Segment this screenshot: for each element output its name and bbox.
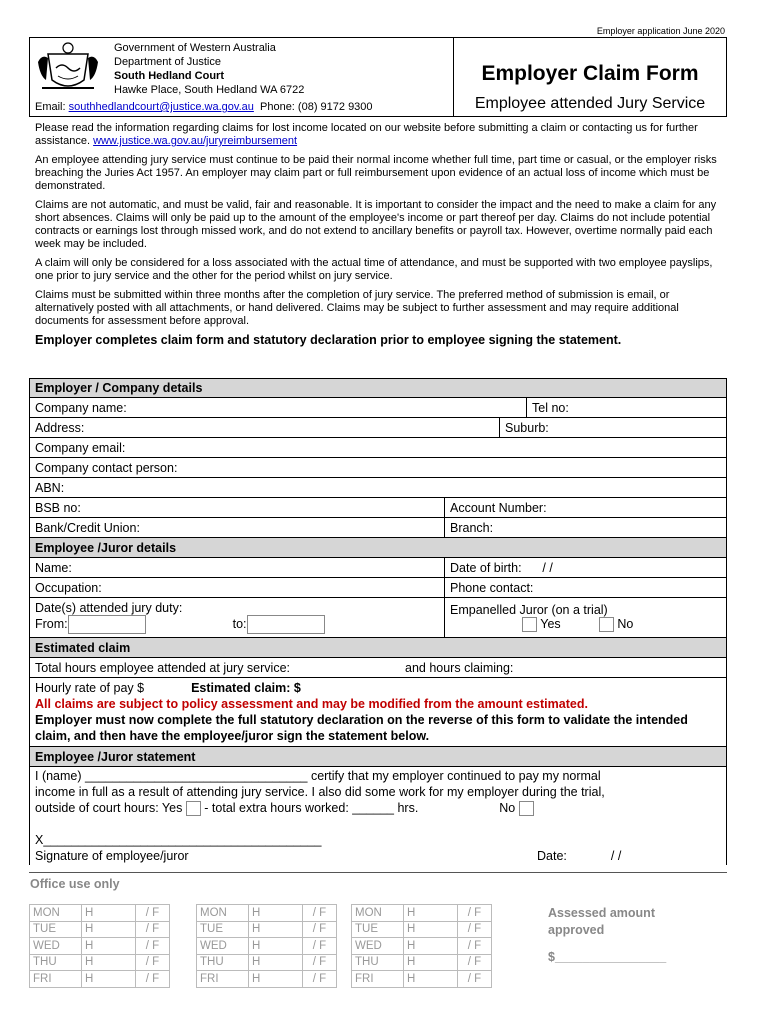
day-label: WED — [352, 938, 404, 955]
office-row — [30, 971, 170, 988]
org-address: Hawke Place, South Hedland WA 6722 — [114, 84, 305, 96]
row-contact-person — [30, 458, 726, 478]
signature-date-label: Date: — [537, 849, 567, 864]
extra-hours-field[interactable]: - total extra hours worked: ______ hrs. — [204, 801, 419, 815]
row-company-email — [30, 438, 726, 458]
full-cell[interactable]: / F — [136, 954, 170, 971]
intro-lead: Employer completes claim form and statutory declaration prior to employee signing the statement. — [35, 333, 622, 347]
header-right — [454, 38, 726, 116]
full-cell[interactable]: / F — [458, 921, 492, 938]
office-row — [30, 921, 170, 938]
section-estimate-title: Estimated claim — [35, 640, 131, 655]
day-label: MON — [352, 905, 404, 922]
reimbursement-link[interactable]: www.justice.wa.gov.au/juryreimbursement — [93, 135, 298, 147]
tel-field[interactable]: Tel no: — [526, 398, 726, 417]
row-total-hours — [30, 658, 726, 678]
full-cell[interactable]: / F — [303, 971, 337, 988]
full-cell[interactable]: / F — [136, 938, 170, 955]
row-address — [30, 418, 726, 438]
abn-field[interactable]: ABN: — [35, 480, 65, 495]
company-name-field[interactable]: Company name: — [35, 400, 127, 415]
empanelled-cell — [444, 598, 726, 637]
intro-p1-text: Please read the information regarding claims for lost income located on our website before submitting a claim or contacting us for further assistance. — [35, 122, 698, 147]
hours-cell[interactable]: H — [404, 971, 458, 988]
office-row — [197, 921, 337, 938]
hourly-rate-field[interactable]: Hourly rate of pay $ — [35, 681, 145, 695]
intro-paragraph-3: Claims are not automatic, and must be valid, fair and reasonable. It is important to consider the impact and the need to make a claim for any short absences. Claims will only be paid up to the amount of the employee's income or part thereof per day. Claims do not include potential contracts or earnings lost through missed work, and do not extend to ancillary benefits or payroll tax. However, overtime normally paid each week may be included. — [35, 199, 717, 250]
court-phone: Phone: (08) 9172 9300 — [260, 101, 373, 113]
full-cell[interactable]: / F — [136, 905, 170, 922]
day-label: TUE — [197, 921, 249, 938]
assessed-amount-label: Assessed amount approved — [548, 906, 655, 937]
account-number-field[interactable]: Account Number: — [444, 498, 726, 517]
hours-cell[interactable]: H — [82, 971, 136, 988]
signature-label: Signature of employee/juror — [35, 849, 189, 864]
occupation-field[interactable]: Occupation: — [35, 580, 102, 595]
email-label: Email: — [35, 101, 66, 113]
row-company-name — [30, 398, 726, 418]
day-label: THU — [352, 954, 404, 971]
office-row — [352, 921, 492, 938]
address-field[interactable]: Address: — [35, 420, 85, 435]
hours-cell[interactable]: H — [404, 905, 458, 922]
day-label: FRI — [352, 971, 404, 988]
hours-cell[interactable]: H — [249, 938, 303, 955]
phone-contact-field[interactable]: Phone contact: — [444, 578, 726, 597]
total-hours-field[interactable]: Total hours employee attended at jury service: — [35, 660, 290, 675]
wa-government-crest-icon — [34, 40, 102, 96]
form-header — [29, 37, 727, 117]
intro-paragraph-5: Claims must be submitted within three months after the completion of jury service. The preferred method of submission is email, or alternatively posted with all attachments, or hand delivered. Claims may be subject to further assessment and may require additional documents for assessment before approval. — [35, 289, 679, 327]
statement-line-3 — [35, 800, 721, 816]
full-cell[interactable]: / F — [458, 971, 492, 988]
declaration-instruction: Employer must now complete the full statutory declaration on the reverse of this form to validate the intended claim, and then have the employee/juror sign the statement below. — [35, 713, 688, 743]
office-row — [352, 938, 492, 955]
hours-cell[interactable]: H — [404, 954, 458, 971]
row-jury-dates — [30, 598, 726, 638]
hours-cell[interactable]: H — [82, 954, 136, 971]
hours-cell[interactable]: H — [249, 921, 303, 938]
day-label: TUE — [30, 921, 82, 938]
office-row — [197, 938, 337, 955]
day-label: FRI — [197, 971, 249, 988]
hours-cell[interactable]: H — [82, 905, 136, 922]
office-row — [352, 954, 492, 971]
section-statement-title: Employee /Juror statement — [35, 749, 196, 764]
dob-label: Date of birth: — [450, 560, 522, 575]
dob-separators: / / — [542, 560, 553, 575]
day-label: FRI — [30, 971, 82, 988]
section-statement — [30, 747, 726, 767]
intro-text — [35, 122, 725, 353]
day-label: TUE — [352, 921, 404, 938]
company-email-field[interactable]: Company email: — [35, 440, 126, 455]
header-left — [30, 38, 454, 116]
day-label: MON — [197, 905, 249, 922]
assessment-warning: All claims are subject to policy assessment and may be modified from the amount estimated. — [35, 697, 588, 711]
to-label: to: — [232, 616, 247, 631]
contact-line — [35, 101, 373, 113]
empanelled-options — [450, 617, 633, 632]
org-department: Department of Justice — [114, 56, 221, 68]
hours-cell[interactable]: H — [404, 921, 458, 938]
hours-claiming-field[interactable]: and hours claiming: — [405, 660, 514, 675]
extra-work-yes-label: outside of court hours: Yes — [35, 801, 183, 815]
signature-labels — [35, 848, 721, 864]
form-subtitle: Employee attended Jury Service — [474, 95, 706, 112]
day-label: THU — [197, 954, 249, 971]
row-occupation — [30, 578, 726, 598]
yes-label: Yes — [540, 616, 561, 631]
form-version-note: Employer application June 2020 — [596, 26, 725, 36]
office-row — [197, 905, 337, 922]
contact-person-field[interactable]: Company contact person: — [35, 460, 178, 475]
row-bsb — [30, 498, 726, 518]
extra-work-no-label: No — [499, 801, 516, 815]
estimate-details — [30, 678, 726, 747]
jury-dates-label: Date(s) attended jury duty: — [35, 601, 183, 615]
section-employer — [30, 378, 726, 398]
org-court: South Hedland Court — [114, 70, 224, 82]
estimated-claim-field[interactable]: Estimated claim: $ — [191, 681, 301, 695]
row-bank — [30, 518, 726, 538]
intro-paragraph-1 — [35, 122, 725, 148]
statement-body — [30, 767, 726, 865]
dob-field[interactable] — [444, 558, 726, 577]
assessed-amount-field[interactable]: $________________ — [548, 950, 667, 964]
rate-line — [35, 680, 721, 696]
from-label: From: — [35, 616, 68, 631]
empanelled-yes-checkbox[interactable] — [522, 617, 537, 632]
hours-cell[interactable]: H — [404, 938, 458, 955]
full-cell[interactable]: / F — [303, 921, 337, 938]
section-employer-title: Employer / Company details — [35, 381, 203, 395]
full-cell[interactable]: / F — [136, 971, 170, 988]
signature-line[interactable]: X________________________________________ — [35, 833, 322, 848]
office-divider — [29, 872, 727, 873]
extra-work-yes-checkbox[interactable] — [186, 801, 201, 816]
empanelled-no-checkbox[interactable] — [599, 617, 614, 632]
office-row — [30, 954, 170, 971]
intro-paragraph-2: An employee attending jury service must continue to be paid their normal income whether full time, part time or casual, or the employer risks breaching the Juries Act 1957. An employer may claim part or full reimbursement upon evidence of an actual loss of income which must be demonstrated. — [35, 154, 717, 192]
section-employee-title: Employee /Juror details — [35, 540, 177, 555]
section-employee — [30, 538, 726, 558]
statement-line-1: I (name) ________________________________ certify that my employer continued to pay my normal — [35, 769, 601, 783]
to-date-input[interactable] — [247, 615, 325, 634]
hours-cell[interactable]: H — [249, 954, 303, 971]
jury-dates-cell — [30, 598, 444, 637]
full-cell[interactable]: / F — [303, 938, 337, 955]
day-label: THU — [30, 954, 82, 971]
full-cell[interactable]: / F — [458, 954, 492, 971]
empanelled-label: Empanelled Juror (on a trial) — [450, 602, 608, 617]
extra-work-no-checkbox[interactable] — [519, 801, 534, 816]
row-abn — [30, 478, 726, 498]
full-cell[interactable]: / F — [458, 905, 492, 922]
office-row — [352, 971, 492, 988]
hours-cell[interactable]: H — [249, 971, 303, 988]
office-row — [352, 905, 492, 922]
org-government: Government of Western Australia — [114, 42, 276, 54]
full-cell[interactable]: / F — [303, 905, 337, 922]
office-row — [197, 971, 337, 988]
name-field[interactable]: Name: — [35, 560, 72, 575]
court-email-link[interactable]: southhedlandcourt@justice.wa.gov.au — [68, 101, 254, 113]
organisation-block — [114, 41, 304, 97]
office-table-3 — [351, 904, 492, 988]
day-label: WED — [197, 938, 249, 955]
from-date-input[interactable] — [68, 615, 146, 634]
office-row — [30, 938, 170, 955]
row-name — [30, 558, 726, 578]
suburb-field[interactable]: Suburb: — [499, 418, 726, 437]
full-cell[interactable]: / F — [136, 921, 170, 938]
bank-field[interactable]: Bank/Credit Union: — [35, 520, 140, 535]
full-cell[interactable]: / F — [458, 938, 492, 955]
office-table-2 — [196, 904, 337, 988]
office-row — [197, 954, 337, 971]
day-label: MON — [30, 905, 82, 922]
day-label: WED — [30, 938, 82, 955]
no-label: No — [617, 616, 634, 631]
statement-line-2: income in full as a result of attending jury service. I also did some work for my employer during the trial, — [35, 785, 605, 799]
signature-date-separators: / / — [610, 849, 622, 864]
bsb-field[interactable]: BSB no: — [35, 500, 81, 515]
branch-field[interactable]: Branch: — [444, 518, 726, 537]
hours-cell[interactable]: H — [82, 938, 136, 955]
intro-paragraph-4: A claim will only be considered for a loss associated with the actual time of attendance, and must be supported with two employee payslips, one prior to jury service and the other for the period whilst on jury service. — [35, 257, 713, 282]
hours-cell[interactable]: H — [82, 921, 136, 938]
office-row — [30, 905, 170, 922]
form-title: Employer Claim Form — [481, 62, 699, 85]
office-table-1 — [29, 904, 170, 988]
office-use-title: Office use only — [30, 877, 120, 891]
section-estimate — [30, 638, 726, 658]
claim-form — [29, 378, 727, 865]
hours-cell[interactable]: H — [249, 905, 303, 922]
jury-dates-range — [35, 615, 325, 634]
full-cell[interactable]: / F — [303, 954, 337, 971]
